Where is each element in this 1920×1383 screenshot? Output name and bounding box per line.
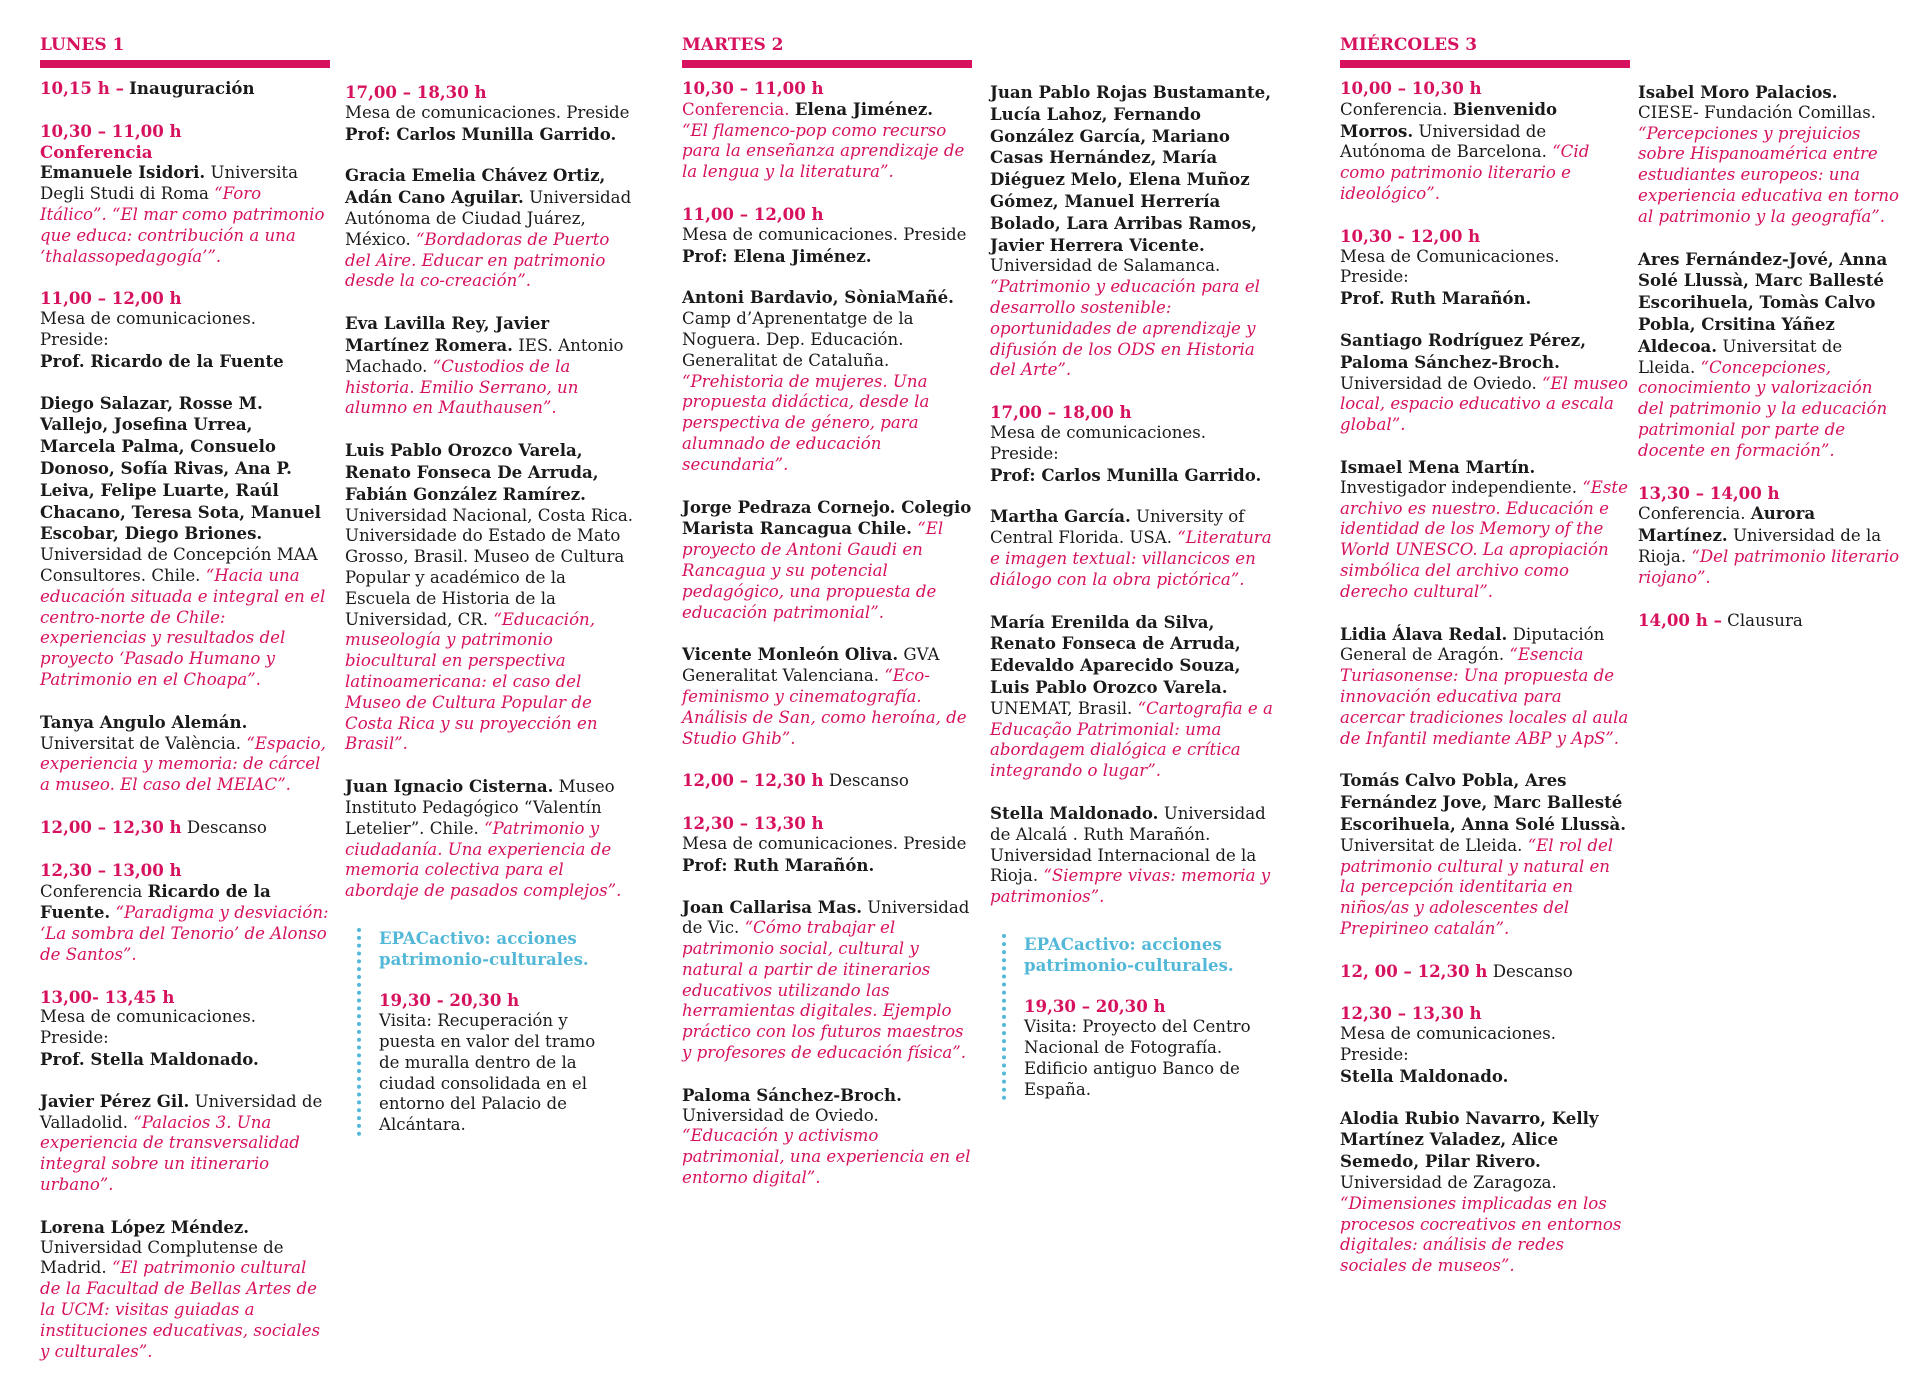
talk-title: “El flamenco-pop como recurso para la enseñanza aprendizaje de la lengua y la literatura”. xyxy=(682,120,965,182)
session-description: Mesa de comunicaciones. Preside: xyxy=(40,1007,256,1048)
authors: Santiago Rodríguez Pérez, Paloma Sánchez-Broch. xyxy=(1340,329,1586,372)
talk-title: “Custodios de la historia. Emilio Serrano, un alumno en Mauthausen”. xyxy=(345,356,579,418)
talk-title: “El museo local, espacio educativo a escala global”. xyxy=(1340,373,1628,435)
session-panel xyxy=(990,402,1280,485)
affiliation: Universitat de Lleida. xyxy=(1638,336,1843,377)
talk-title: “Cid como patrimonio literario e ideológico”. xyxy=(1340,142,1590,203)
talk-title: “El proyecto de Antoni Gaudi en Rancagua y su potencial pedagógico, una propuesta de educación patrimonial”. xyxy=(682,519,944,622)
communication-item xyxy=(682,644,972,749)
session-type: Conferencia xyxy=(40,881,143,901)
communication-item xyxy=(40,1217,330,1363)
affiliation: Universidad de Zaragoza. xyxy=(1340,1173,1557,1193)
affiliation: Universitat de Lleida. xyxy=(1340,835,1523,855)
communication-item xyxy=(990,803,1280,908)
communication-item xyxy=(345,776,635,902)
authors: Lorena López Méndez. xyxy=(40,1216,250,1237)
session-time: 12,30 – 13,30 h xyxy=(1340,1003,1482,1024)
session-panel xyxy=(1340,226,1630,309)
visit-description: Visita: Recuperación y puesta en valor del tramo de muralla dentro de la ciudad consolidada en el entorno del Palacio de Alcántara. xyxy=(379,1011,596,1135)
session-description: Mesa de comunicaciones. Preside xyxy=(682,224,967,244)
authors: Ismael Mena Martín. xyxy=(1340,456,1536,477)
session-time: 11,00 – 12,00 h xyxy=(682,203,824,224)
affiliation: Universitat de València. xyxy=(40,733,242,753)
session-title: Descanso xyxy=(828,771,909,791)
session-panel xyxy=(40,987,330,1070)
session-time: 19,30 – 20,30 h xyxy=(1024,996,1166,1017)
communication-item xyxy=(1340,457,1630,603)
affiliation: Universidad de Salamanca. xyxy=(990,256,1221,276)
affiliation: Universidad de Concepción MAA Consultores. Chile. xyxy=(40,545,318,585)
session-panel xyxy=(1340,1003,1630,1086)
session-inauguracion xyxy=(40,78,330,100)
authors: Juan Pablo Rojas Bustamante, Lucía Lahoz, Fernando González García, Mariano Casas Hernández, María Diéguez Melo, Elena Muñoz Gómez, Manuel Herrería Bolado, Lara Arribas Ramos, Javier Herrera Vicente. xyxy=(990,82,1271,255)
talk-title: “Patrimonio y educación para el desarrollo sostenible: oportunidades de aprendizaje y difusión de los ODS en Historia del Arte”. xyxy=(990,277,1260,380)
session-chair: Prof. Ruth Marañón. xyxy=(1340,288,1532,309)
communication-item xyxy=(990,612,1280,782)
session-conference-jimenez xyxy=(682,78,972,183)
communication-item xyxy=(40,712,330,796)
session-chair: Prof. Ricardo de la Fuente xyxy=(40,350,284,371)
talk-title: “Patrimonio y ciudadanía. Una experiencia de memoria colectiva para el abordaje de pasados complejos”. xyxy=(345,818,622,901)
communication-item xyxy=(345,440,635,755)
visit-description: Visita: Proyecto del Centro Nacional de Fotografía. Edificio antiguo Banco de España. xyxy=(1024,1017,1251,1099)
talk-title: “Eco-feminismo y cinematografía. Análisis de San, como heroína, de Studio Ghib”. xyxy=(682,666,967,748)
session-conference-isidori xyxy=(40,121,330,268)
affiliation: IES. Antonio Machado. xyxy=(345,335,624,376)
epac-activity-box xyxy=(1002,934,1259,1101)
session-type: Conferencia. xyxy=(1340,99,1448,119)
authors: Ares Fernández-Jové, Anna Solé Llussà, Marc Ballesté Escorihuela, Tomàs Calvo Pobla, Crsitina Yáñez Aldecoa. xyxy=(1638,248,1888,356)
authors: Alodia Rubio Navarro, Kelly Martínez Valadez, Alice Semedo, Pilar Rivero. xyxy=(1340,1107,1599,1172)
epac-title: EPACactivo: acciones patrimonio-culturales. xyxy=(379,927,589,969)
session-title: Inauguración xyxy=(129,78,255,98)
session-chair: Stella Maldonado. xyxy=(1340,1065,1509,1086)
authors: Paloma Sánchez-Broch. xyxy=(682,1084,902,1105)
speaker-name: Aurora Martínez. xyxy=(1638,503,1816,546)
authors: Luis Pablo Orozco Varela, Renato Fonseca De Arruda, Fabián González Ramírez. xyxy=(345,440,599,504)
talk-title: “Dimensiones implicadas en los procesos cocreativos en entornos digitales: análisis de redes sociales de museos”. xyxy=(1340,1193,1622,1276)
column-monday-1 xyxy=(40,34,330,1383)
session-description: Mesa de comunicaciones. Preside: xyxy=(40,309,256,349)
authors: Tanya Angulo Alemán. xyxy=(40,711,248,732)
session-time: 13,30 – 14,00 h xyxy=(1638,482,1780,503)
affiliation: University of Central Florida. USA. xyxy=(990,507,1245,548)
authors: Martha García. xyxy=(990,506,1131,527)
speaker-affiliation: Universidad de Autónoma de Barcelona. xyxy=(1340,121,1547,162)
session-chair: Prof: Elena Jiménez. xyxy=(682,245,872,266)
communication-item xyxy=(345,313,635,419)
session-type: Conferencia. xyxy=(1638,504,1746,524)
session-time: 10,00 – 10,30 h xyxy=(1340,78,1482,98)
session-time: 10,30 - 12,00 h xyxy=(1340,225,1481,246)
session-break xyxy=(1340,961,1630,983)
speaker-name: Bienvenido Morros. xyxy=(1340,98,1558,141)
session-chair: Prof: Ruth Marañón. xyxy=(682,854,875,875)
session-time: 12, 00 – 12,30 h xyxy=(1340,960,1488,981)
authors: Antoni Bardavio, SòniaMañé. xyxy=(682,287,954,308)
session-title: Clausura xyxy=(1727,610,1803,630)
talk-title: “Foro Itálico”. “El mar como patrimonio que educa: contribución a una ‘thalassopedagogía’”. xyxy=(40,184,325,266)
session-time: 17,00 – 18,00 h xyxy=(990,402,1132,423)
session-break xyxy=(682,770,972,792)
affiliation: Universidad de Oviedo. xyxy=(682,1105,879,1125)
session-description: Mesa de comunicaciones. Preside: xyxy=(1340,1024,1556,1065)
communication-item xyxy=(1340,624,1630,750)
column-wednesday-2 xyxy=(1638,82,1900,652)
communication-item xyxy=(1638,249,1900,462)
speaker-name: Emanuele Isidori. xyxy=(40,162,206,183)
authors: Tomás Calvo Pobla, Ares Fernández Jove, Marc Ballesté Escorihuela, Anna Solé Llussà. xyxy=(1340,770,1626,834)
affiliation: Universidad Complutense de Madrid. xyxy=(40,1237,284,1278)
talk-title: “Literatura e imagen textual: villancicos en diálogo con la obra pictórica”. xyxy=(990,528,1272,589)
communication-item xyxy=(682,287,972,475)
session-description: Mesa de comunicaciones. Preside: xyxy=(990,422,1206,463)
column-tuesday-1 xyxy=(682,34,972,1210)
session-type: Conferencia xyxy=(40,141,153,162)
affiliation: Universidad Autónoma de Ciudad Juárez, México. xyxy=(345,188,632,249)
affiliation: Museo Instituto Pedagógico “Valentín Letelier”. Chile. xyxy=(345,777,615,838)
communication-item xyxy=(345,165,635,292)
session-conference-martinez xyxy=(1638,483,1900,589)
session-conference-morros xyxy=(1340,78,1630,205)
authors: Jorge Pedraza Cornejo. Colegio Marista Rancagua Chile. xyxy=(682,496,972,539)
session-panel xyxy=(682,813,972,875)
talk-title: “Educación, museología y patrimonio biocultural en perspectiva latinoamericana: el caso del Museo de Cultura Popular de Costa Rica y su proyección en Brasil”. xyxy=(345,609,598,754)
day-heading-miercoles: MIÉRCOLES 3 xyxy=(1340,34,1630,68)
session-title: Descanso xyxy=(186,817,267,837)
day-heading-lunes: LUNES 1 xyxy=(40,34,330,68)
talk-title: “El rol del patrimonio cultural y natural en la percepción identitaria en niños/as y adolescentes del Prepirineo catalán”. xyxy=(1340,835,1614,938)
session-chair: Prof. Stella Maldonado. xyxy=(40,1049,259,1070)
talk-title: “Esencia Turiasonense: Una propuesta de innovación educativa para acercar tradiciones locales al aula de Infantil mediante ABP y ApS”. xyxy=(1340,645,1629,748)
epac-activity-box xyxy=(357,928,614,1136)
affiliation: Universidad de Vic. xyxy=(682,897,970,938)
session-time: 12,30 – 13,30 h xyxy=(682,813,824,834)
affiliation: Universidad Nacional, Costa Rica. Universidade do Estado de Mato Grosso, Brasil. Museo de Cultura Popular y académico de la Escuela de Historia de la Universidad, CR. xyxy=(345,505,634,629)
authors: Isabel Moro Palacios. xyxy=(1638,82,1838,102)
communication-item xyxy=(1638,82,1900,228)
speaker-affiliation: Universidad de la Rioja. xyxy=(1638,526,1882,566)
talk-title: “Bordadoras de Puerto del Aire. Educar en patrimonio desde la co-creación”. xyxy=(345,229,610,291)
authors: Eva Lavilla Rey, Javier Martínez Romera. xyxy=(345,313,550,355)
speaker-affiliation: Universita Degli Studi di Roma xyxy=(40,163,298,204)
epac-title: EPACactivo: acciones patrimonio-culturales. xyxy=(1024,933,1234,975)
session-time: 14,00 h – xyxy=(1638,609,1722,630)
talk-title: “Paradigma y desviación: ‘La sombra del Tenorio’ de Alonso de Santos”. xyxy=(40,903,329,964)
communication-item xyxy=(40,1091,330,1196)
affiliation: UNEMAT, Brasil. xyxy=(990,698,1133,718)
talk-title: “Este archivo es nuestro. Educación e identidad de los Memory of the World UNESCO. La apropiación simbólica del archivo como derecho cultural”. xyxy=(1340,477,1628,601)
talk-title: “Prehistoria de mujeres. Una propuesta didáctica, desde la perspectiva de género, para alumnado de educación secundaria”. xyxy=(682,371,930,474)
session-time: 11,00 – 12,00 h xyxy=(40,288,182,309)
talk-title: “Cartografia e a Educação Patrimonial: uma abordagem dialógica e crítica integrando o lugar”. xyxy=(990,698,1273,781)
session-chair: Prof: Carlos Munilla Garrido. xyxy=(345,123,617,144)
affiliation: Diputación General de Aragón. xyxy=(1340,624,1605,665)
column-wednesday-1 xyxy=(1340,34,1630,1298)
session-clausura xyxy=(1638,610,1900,632)
talk-title: “Espacio, experiencia y memoria: de cárcel a museo. El caso del MEIAC”. xyxy=(40,733,326,795)
authors: Gracia Emelia Chávez Ortiz, Adán Cano Aguilar. xyxy=(345,165,606,208)
session-conference-fuente xyxy=(40,860,330,966)
affiliation: GVA Generalitat Valenciana. xyxy=(682,645,940,686)
communication-item xyxy=(1340,330,1630,436)
session-description: Mesa de comunicaciones. Preside xyxy=(345,102,630,122)
communication-item xyxy=(990,82,1280,381)
authors: Vicente Monleón Oliva. xyxy=(682,644,899,665)
session-break xyxy=(40,817,330,839)
authors: Diego Salazar, Rosse M. Vallejo, Josefina Urrea, Marcela Palma, Consuelo Donoso, Sofía Rivas, Ana P. Leiva, Felipe Luarte, Raúl Chacano, Teresa Sota, Manuel Escobar, Diego Briones. xyxy=(40,392,321,544)
session-time: 10,30 – 11,00 h xyxy=(40,120,182,141)
session-panel xyxy=(345,82,635,144)
talk-title: “Del patrimonio literario riojano”. xyxy=(1638,546,1900,587)
communication-item xyxy=(682,1085,972,1189)
speaker-name: Elena Jiménez. xyxy=(794,98,934,119)
communication-item xyxy=(40,393,330,691)
authors: Joan Callarisa Mas. xyxy=(682,896,862,917)
talk-title: “Concepciones, conocimiento y valorización del patrimonio y la educación patrimonial por parte de docente en formación”. xyxy=(1638,357,1888,460)
talk-title: “Hacia una educación situada e integral en el centro-norte de Chile: experiencias y resultados del proyecto ‘Pasado Humano y Patrimonio en el Choapa”. xyxy=(40,565,326,689)
session-time: 17,00 – 18,30 h xyxy=(345,82,487,102)
affiliation: Camp d’Aprenentatge de la Noguera. Dep. Educación. Generalitat de Cataluña. xyxy=(682,309,914,370)
talk-title: “El patrimonio cultural de la Facultad de Bellas Artes de la UCM: visitas guiadas a instituciones educativas, sociales y culturales”. xyxy=(40,1258,320,1361)
affiliation: Investigador independiente. xyxy=(1340,477,1578,497)
communication-item xyxy=(682,897,972,1064)
affiliation: CIESE- Fundación Comillas. xyxy=(1638,102,1877,122)
session-chair: Prof: Carlos Munilla Garrido. xyxy=(990,464,1262,485)
session-time: 19,30 - 20,30 h xyxy=(379,990,520,1011)
talk-title: “Cómo trabajar el patrimonio social, cultural y natural a partir de itinerarios educativos utilizando las herramientas digitales. Ejemplo práctico con los futuros maestros y profesores de educación física”. xyxy=(682,918,967,1063)
affiliation: Universidad de Oviedo. xyxy=(1340,373,1537,393)
session-type: Conferencia. xyxy=(682,99,790,119)
authors: Javier Pérez Gil. xyxy=(40,1090,190,1111)
communication-item xyxy=(1340,1108,1630,1277)
speaker-name: Ricardo de la Fuente. xyxy=(40,880,271,923)
authors: Lidia Álava Redal. xyxy=(1340,623,1508,644)
session-time: 12,00 – 12,30 h xyxy=(40,816,182,837)
talk-title: “Palacios 3. Una experiencia de transversalidad integral sobre un itinerario urbano”. xyxy=(40,1112,300,1195)
session-time: 10,15 h – xyxy=(40,78,124,98)
authors: María Erenilda da Silva, Renato Fonseca de Arruda, Edevaldo Aparecido Souza, Luis Pablo Orozco Varela. xyxy=(990,611,1241,697)
authors: Juan Ignacio Cisterna. xyxy=(345,776,554,797)
session-panel xyxy=(40,288,330,371)
authors: Stella Maldonado. xyxy=(990,802,1159,823)
session-time: 12,30 – 13,00 h xyxy=(40,859,182,880)
talk-title: “Siempre vivas: memoria y patrimonios”. xyxy=(990,866,1271,907)
communication-item xyxy=(682,497,972,624)
communication-item xyxy=(990,506,1280,590)
session-panel xyxy=(682,204,972,266)
session-description: Mesa de comunicaciones. Preside xyxy=(682,833,967,853)
communication-item xyxy=(1340,770,1630,939)
affiliation: Universidad de Valladolid. xyxy=(40,1091,323,1132)
day-heading-martes: MARTES 2 xyxy=(682,34,972,68)
talk-title: “Percepciones y prejuicios sobre Hispanoamérica entre estudiantes europeos: una experiencia educativa en torno al patrimonio y la geografía”. xyxy=(1638,123,1900,226)
column-tuesday-2 xyxy=(990,82,1280,1100)
session-time: 10,30 – 11,00 h xyxy=(682,78,824,98)
talk-title: “Educación y activismo patrimonial, una experiencia en el entorno digital”. xyxy=(682,1126,971,1188)
session-time: 13,00- 13,45 h xyxy=(40,986,175,1007)
affiliation: Universidad de Alcalá . Ruth Marañón. Universidad Internacional de la Rioja. xyxy=(990,803,1266,886)
session-description: Mesa de Comunicaciones. Preside: xyxy=(1340,246,1560,287)
session-title: Descanso xyxy=(1492,961,1573,981)
session-time: 12,00 – 12,30 h xyxy=(682,770,824,791)
column-monday-2 xyxy=(345,82,635,1136)
